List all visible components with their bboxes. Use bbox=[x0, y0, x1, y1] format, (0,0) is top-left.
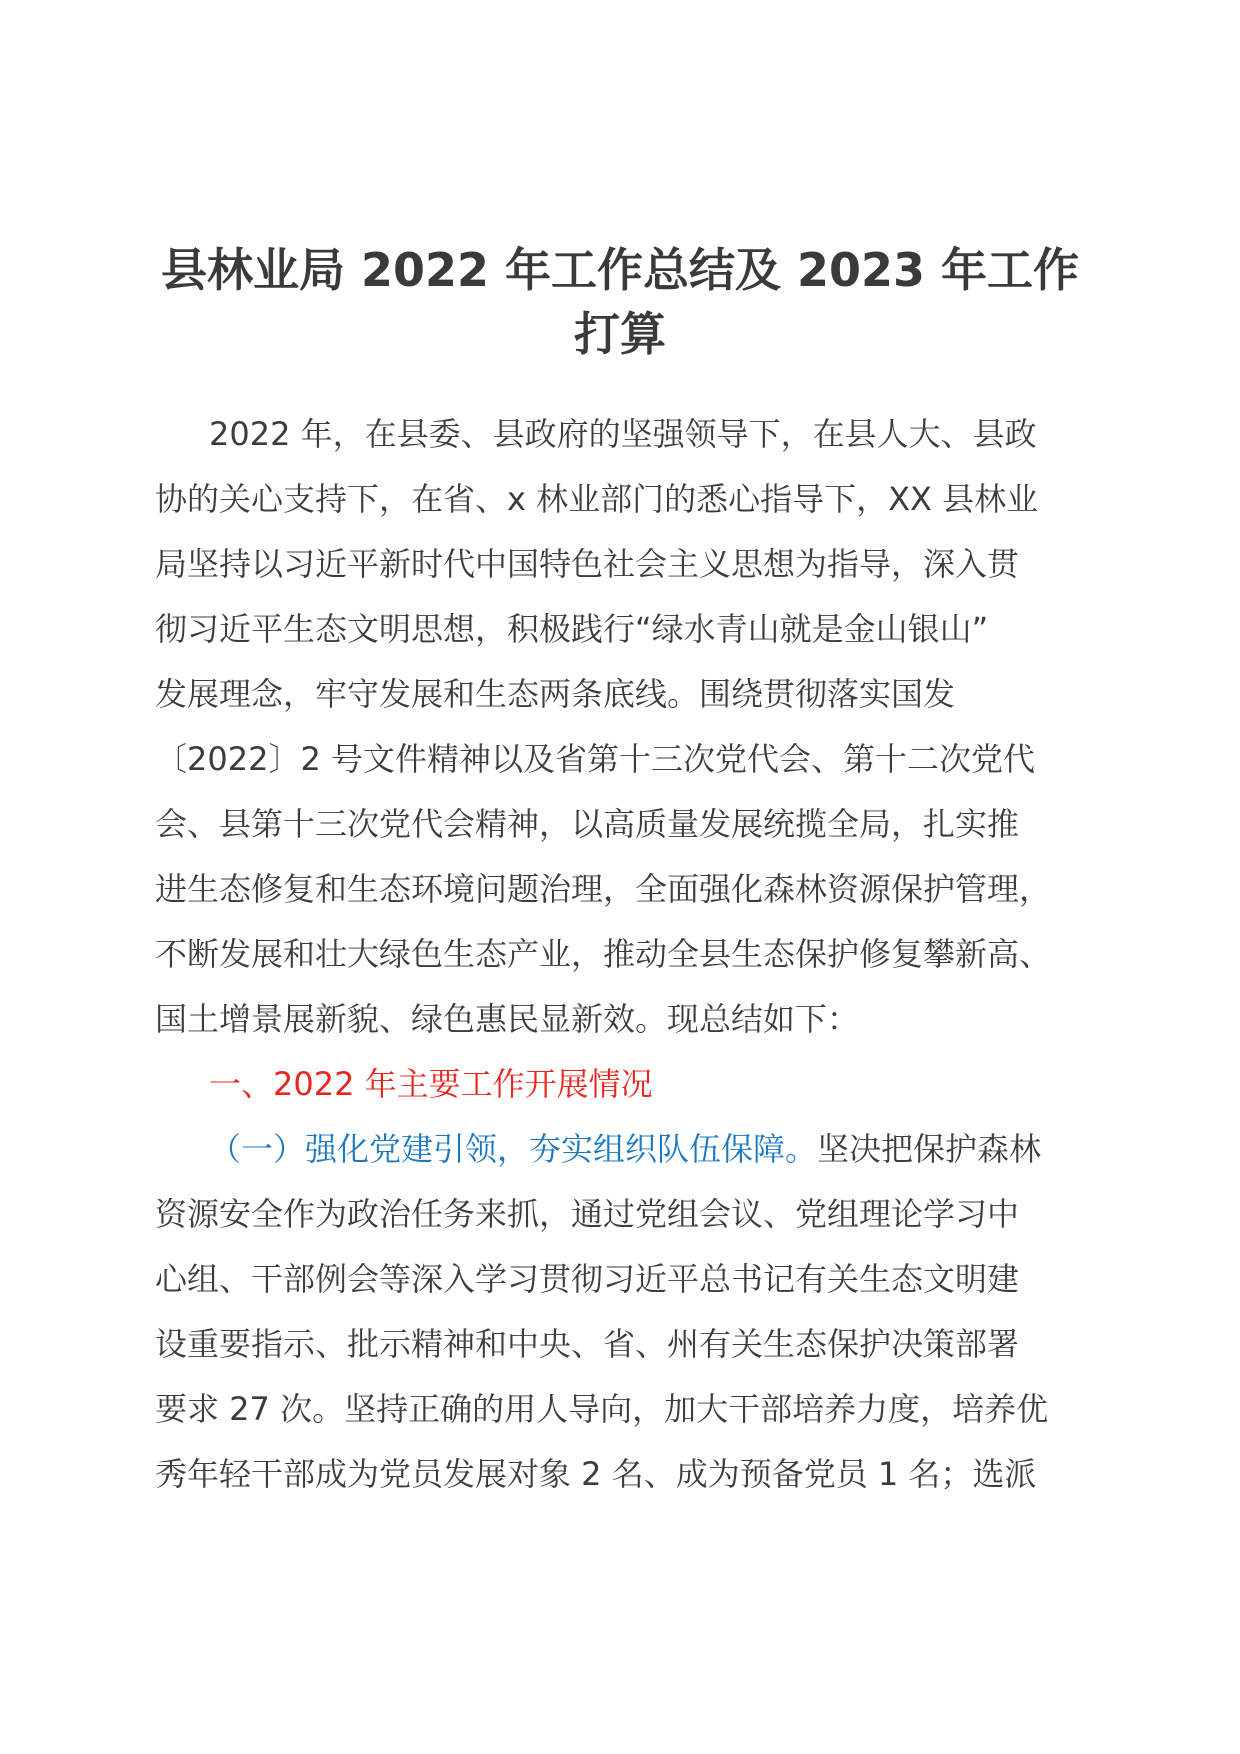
paragraph-line: 不断发展和壮大绿色生态产业，推动全县生态保护修复攀新高、 bbox=[155, 935, 1052, 973]
document-body bbox=[155, 402, 1085, 1507]
paragraph-line: 心组、干部例会等深入学习贯彻习近平总书记有关生态文明建 bbox=[155, 1260, 1020, 1298]
paragraph-line: 资源安全作为政治任务来抓，通过党组会议、党组理论学习中 bbox=[155, 1195, 1020, 1233]
title-line-2: 打算 bbox=[574, 307, 666, 361]
paragraph-line: 要求 27 次。坚持正确的用人导向，加大干部培养力度，培养优 bbox=[155, 1390, 1049, 1428]
title-line-1: 县林业局 2022 年工作总结及 2023 年工作 bbox=[160, 243, 1080, 297]
paragraph-line: 〔2022〕2 号文件精神以及省第十三次党代会、第十二次党代 bbox=[155, 740, 1035, 778]
paragraph-line: 局坚持以习近平新时代中国特色社会主义思想为指导，深入贯 bbox=[155, 545, 1020, 583]
subsection-first-line-text: 坚决把保护森林 bbox=[817, 1130, 1042, 1168]
subsection-first-line bbox=[155, 1117, 1085, 1182]
paragraph-line: 彻习近平生态文明思想，积极践行“绿水青山就是金山银山” bbox=[155, 610, 989, 648]
paragraph-line: 会、县第十三次党代会精神，以高质量发展统揽全局，扎实推 bbox=[155, 805, 1020, 843]
paragraph-line: 国土增景展新貌、绿色惠民显新效。现总结如下： bbox=[155, 1000, 860, 1038]
paragraph-line: 进生态修复和生态环境问题治理，全面强化森林资源保护管理， bbox=[155, 870, 1052, 908]
paragraph-line: 协的关心支持下，在省、x 林业部门的悉心指导下，XX 县林业 bbox=[155, 480, 1039, 518]
document-title bbox=[150, 238, 1090, 366]
paragraph-line: 2022 年，在县委、县政府的坚强领导下，在县人大、县政 bbox=[209, 415, 1037, 453]
paragraph-line: 秀年轻干部成为党员发展对象 2 名、成为预备党员 1 名；选派 bbox=[155, 1455, 1037, 1493]
paragraph-line: 设重要指示、批示精神和中央、省、州有关生态保护决策部署 bbox=[155, 1325, 1020, 1363]
subsection-heading: （一）强化党建引领，夯实组织队伍保障。 bbox=[209, 1130, 818, 1168]
paragraph-line: 发展理念，牢守发展和生态两条底线。围绕贯彻落实国发 bbox=[155, 675, 956, 713]
section-heading: 一、2022 年主要工作开展情况 bbox=[209, 1065, 653, 1103]
